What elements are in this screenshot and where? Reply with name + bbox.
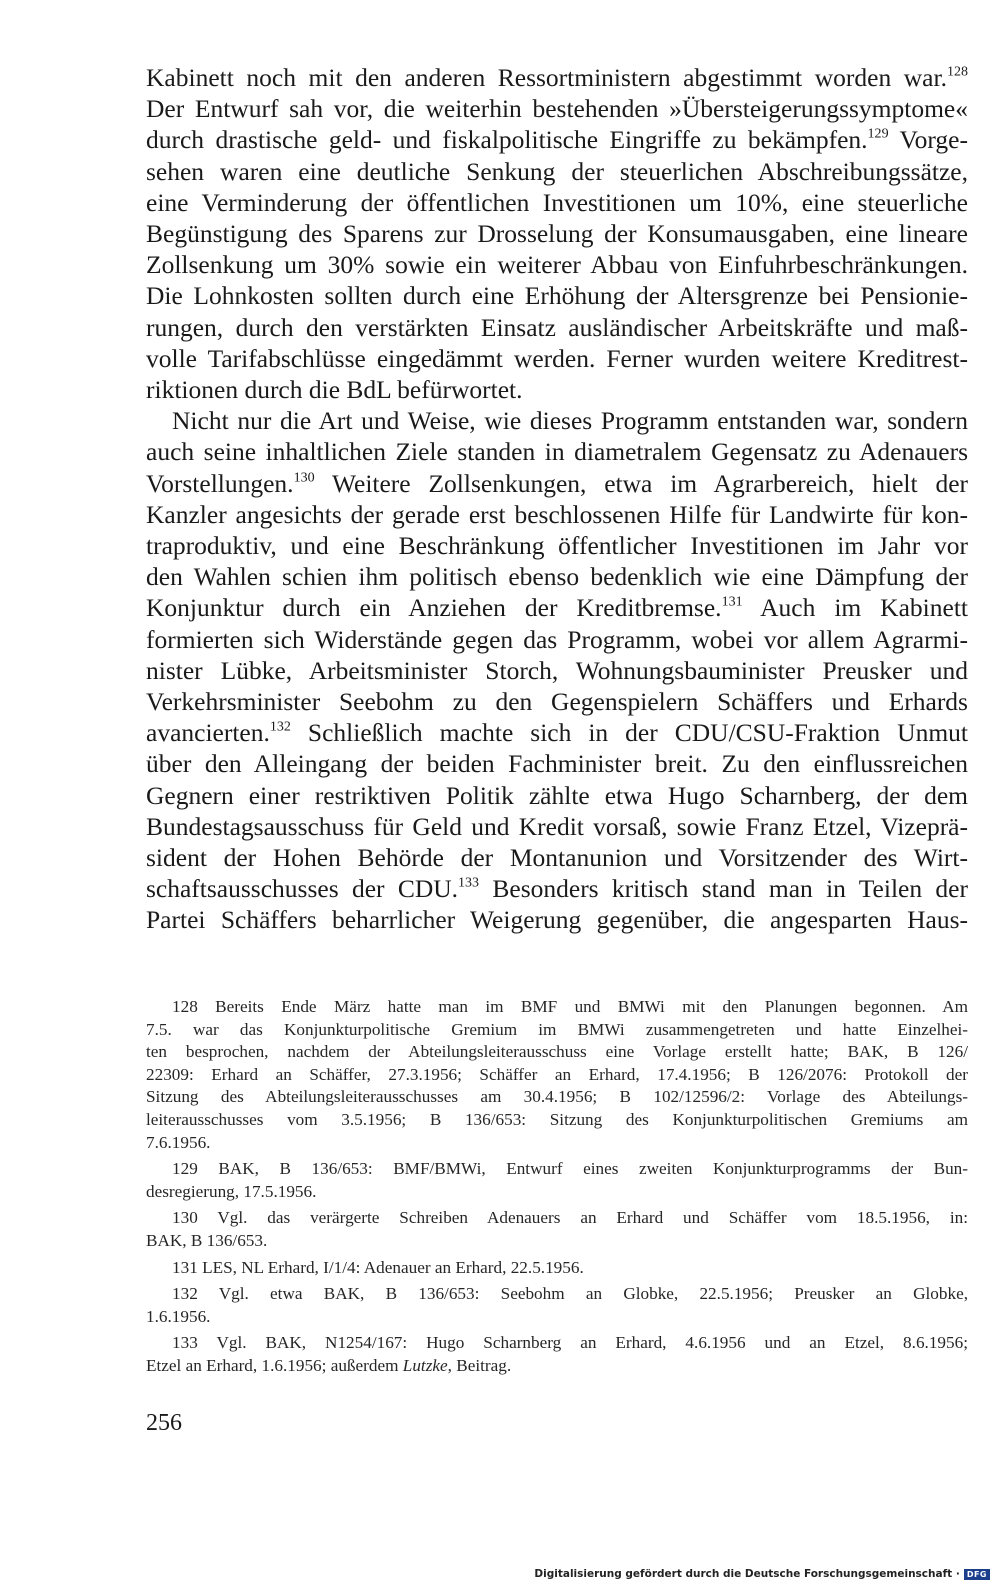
page-number: 256 — [146, 1410, 182, 1436]
footnote-line — [146, 1158, 968, 1181]
body-line-text: Kabinett noch mit den anderen Ressortministern abgestimmt worden war. — [146, 63, 947, 92]
body-line-text: volle Tarifabschlüsse eingedämmt werden. Ferner wurden weitere Kreditrest- — [146, 343, 968, 373]
body-line-text: den Wahlen schien ihm politisch ebenso bedenklich wie eine Dämpfung der — [146, 562, 968, 592]
body-line-text: Begünstigung des Sparens zur Drosselung der Konsumausgaben, eine lineare — [146, 219, 968, 249]
footnote-line — [146, 1109, 968, 1132]
body-line — [146, 93, 968, 124]
body-line — [146, 873, 968, 904]
dfg-logo: DFG — [964, 1569, 990, 1580]
body-line-text: Partei Schäffers beharrlicher Weigerung gegenüber, die angesparten Haus- — [146, 905, 968, 935]
body-line — [146, 343, 968, 374]
body-line-text: Die Lohnkosten sollten durch eine Erhöhung der Altersgrenze bei Pensionie- — [146, 281, 968, 311]
footnote-line-text: 130 Vgl. das verärgerte Schreiben Adenauers an Erhard und Schäffer vom 18.5.1956, in: — [172, 1208, 968, 1228]
footnote-line-text: 22309: Erhard an Schäffer, 27.3.1956; Schäffer an Erhard, 17.4.1956; B 126/2076: Protokoll der — [146, 1064, 968, 1084]
footnote-line-text: 7.5. war das Konjunkturpolitische Gremium im BMWi zusammengetreten und hatte Einzelhei- — [146, 1019, 968, 1039]
body-line — [146, 655, 968, 686]
footnotes — [146, 996, 968, 1378]
body-line-text: rungen, durch den verstärkten Einsatz ausländischer Arbeitskräfte und maß- — [146, 312, 968, 342]
body-line — [146, 811, 968, 842]
footnote-line-text: Sitzung des Abteilungsleiterausschusses am 30.4.1956; B 102/12596/2: Vorlage des Abteilungs- — [146, 1087, 968, 1107]
footnote-line — [146, 1086, 968, 1109]
body-line — [146, 280, 968, 311]
footnote-marker: 128 — [946, 64, 968, 80]
footnote-line-continuation: , Beitrag. — [447, 1355, 512, 1375]
body-line — [146, 748, 968, 779]
footnote-marker: 133 — [458, 875, 480, 891]
body-line-text: traproduktiv, und eine Beschränkung öffentlicher Investitionen im Jahr vor — [146, 531, 968, 561]
body-line — [146, 624, 968, 655]
body-line-continuation: Weitere Zollsenkungen, etwa im Agrarbereich, hielt der — [314, 468, 968, 498]
body-line-text: Bundestagsausschuss für Geld und Kredit vorsaß, sowie Franz Etzel, Vizeprä- — [146, 811, 968, 841]
body-line-text: durch drastische geld- und fiskalpolitische Eingriffe zu bekämpfen. — [146, 125, 868, 155]
body-line-text: riktionen durch die BdL befürwortet. — [146, 375, 523, 405]
footnote-line — [146, 1181, 968, 1204]
body-line — [146, 592, 968, 623]
body-line-continuation: Besonders kritisch stand man in Teilen der — [479, 874, 968, 904]
body-line-continuation: Vorge- — [888, 125, 968, 155]
footnote-line — [146, 1132, 968, 1155]
footnote-line-text: 129 BAK, B 136/653: BMF/BMWi, Entwurf eines zweiten Konjunkturprogramms der Bun- — [172, 1159, 968, 1179]
body-line-text: Zollsenkung um 30% sowie ein weiterer Abbau von Einfuhrbeschränkungen. — [146, 250, 968, 280]
footnote-line — [146, 1019, 968, 1042]
body-line — [146, 124, 968, 155]
body-line-text: über den Alleingang der beiden Fachminister breit. Zu den einflussreichen — [146, 749, 968, 779]
footnote-line-text: 128 Bereits Ende März hatte man im BMF und BMWi mit den Planungen begonnen. Am — [172, 997, 968, 1016]
body-line-text: Vorstellungen. — [146, 468, 294, 498]
footnote-line — [146, 1207, 968, 1230]
body-line-text: Kanzler angesichts der gerade erst beschlossenen Hilfe für Landwirte für kon- — [146, 499, 968, 529]
body-line — [146, 499, 968, 530]
footnote-marker: 132 — [269, 719, 291, 735]
footnote-marker: 131 — [721, 594, 743, 610]
footnote-line-text: leiterausschusses vom 3.5.1956; B 136/653: Sitzung des Konjunkturpolitischen Gremiums am — [146, 1109, 968, 1129]
body-line-text: Der Entwurf sah vor, die weiterhin bestehenden »Übersteigerungssymptome« — [146, 94, 968, 124]
footnote-line-text: Etzel an Erhard, 1.6.1956; außerdem — [146, 1355, 403, 1375]
body-line — [146, 187, 968, 218]
footnote-line-text: desregierung, 17.5.1956. — [146, 1181, 317, 1201]
footnote-line-text: BAK, B 136/653. — [146, 1230, 268, 1250]
body-text — [146, 62, 968, 936]
body-line-text: sident der Hohen Behörde der Montanunion und Vorsitzender des Wirt- — [146, 843, 968, 873]
body-line-text: Gegnern einer restriktiven Politik zählte etwa Hugo Scharnberg, der dem — [146, 780, 968, 810]
body-line — [146, 405, 968, 436]
body-line — [146, 374, 968, 405]
italic-author: Lutzke — [402, 1355, 448, 1375]
footnote-line-text: 131 LES, NL Erhard, I/1/4: Adenauer an Erhard, 22.5.1956. — [172, 1257, 584, 1277]
body-line — [146, 561, 968, 592]
footnote-line-text: 1.6.1956. — [146, 1306, 211, 1326]
footnote-line — [146, 1041, 968, 1064]
footnote-line-text: 7.6.1956. — [146, 1132, 211, 1152]
footnote-line — [146, 1355, 968, 1378]
footnote-line — [146, 1332, 968, 1355]
body-line — [146, 62, 968, 93]
body-line — [146, 686, 968, 717]
footnote-marker: 129 — [867, 126, 889, 142]
body-line-text: schaftsausschusses der CDU. — [146, 874, 459, 904]
body-line-continuation: Auch im Kabinett — [742, 593, 968, 623]
footnote-marker: 130 — [293, 470, 315, 486]
footnote-line — [146, 1230, 968, 1253]
body-line — [146, 904, 968, 935]
body-line-text: eine Verminderung der öffentlichen Investitionen um 10%, eine steuerliche — [146, 187, 968, 217]
body-line — [146, 530, 968, 561]
body-line — [146, 312, 968, 343]
body-line-text: nister Lübke, Arbeitsminister Storch, Wohnungsbauminister Preusker und — [146, 655, 968, 685]
footnote-line — [146, 1257, 968, 1280]
footnote-line — [146, 1306, 968, 1329]
footnote-line-text: 132 Vgl. etwa BAK, B 136/653: Seebohm an Globke, 22.5.1956; Preusker an Globke, — [172, 1284, 968, 1304]
footnote-line-text: ten besprochen, nachdem der Abteilungsleiterausschuss eine Vorlage erstellt hatte; BAK, B 126/ — [146, 1042, 968, 1062]
body-line-continuation: Schließlich machte sich in der CDU/CSU-Fraktion Unmut — [290, 718, 968, 748]
footnote-line — [146, 1283, 968, 1306]
body-line-text: Nicht nur die Art und Weise, wie dieses Programm entstanden war, sondern — [172, 406, 968, 436]
body-line — [146, 717, 968, 748]
body-line-text: avancierten. — [146, 718, 270, 748]
body-line-text: Verkehrsminister Seebohm zu den Gegenspielern Schäffers und Erhards — [146, 687, 968, 717]
body-line — [146, 780, 968, 811]
body-line-text: auch seine inhaltlichen Ziele standen in diametralem Gegensatz zu Adenauers — [146, 437, 968, 467]
body-line — [146, 842, 968, 873]
body-line — [146, 436, 968, 467]
digitization-credit — [534, 1568, 990, 1580]
credit-text: Digitalisierung gefördert durch die Deutsche Forschungsgemeinschaft · — [534, 1568, 960, 1580]
body-line — [146, 156, 968, 187]
footnote-line — [146, 996, 968, 1019]
body-line — [146, 249, 968, 280]
body-line — [146, 468, 968, 499]
body-line-text: Konjunktur durch ein Anziehen der Kreditbremse. — [146, 593, 722, 623]
body-line — [146, 218, 968, 249]
footnote-line-text: 133 Vgl. BAK, N1254/167: Hugo Scharnberg an Erhard, 4.6.1956 und an Etzel, 8.6.1956; — [172, 1333, 968, 1353]
footnote-line — [146, 1064, 968, 1087]
body-line-text: sehen waren eine deutliche Senkung der steuerlichen Abschreibungssätze, — [146, 156, 968, 186]
body-line-text: formierten sich Widerstände gegen das Programm, wobei vor allem Agrarmi- — [146, 624, 968, 654]
